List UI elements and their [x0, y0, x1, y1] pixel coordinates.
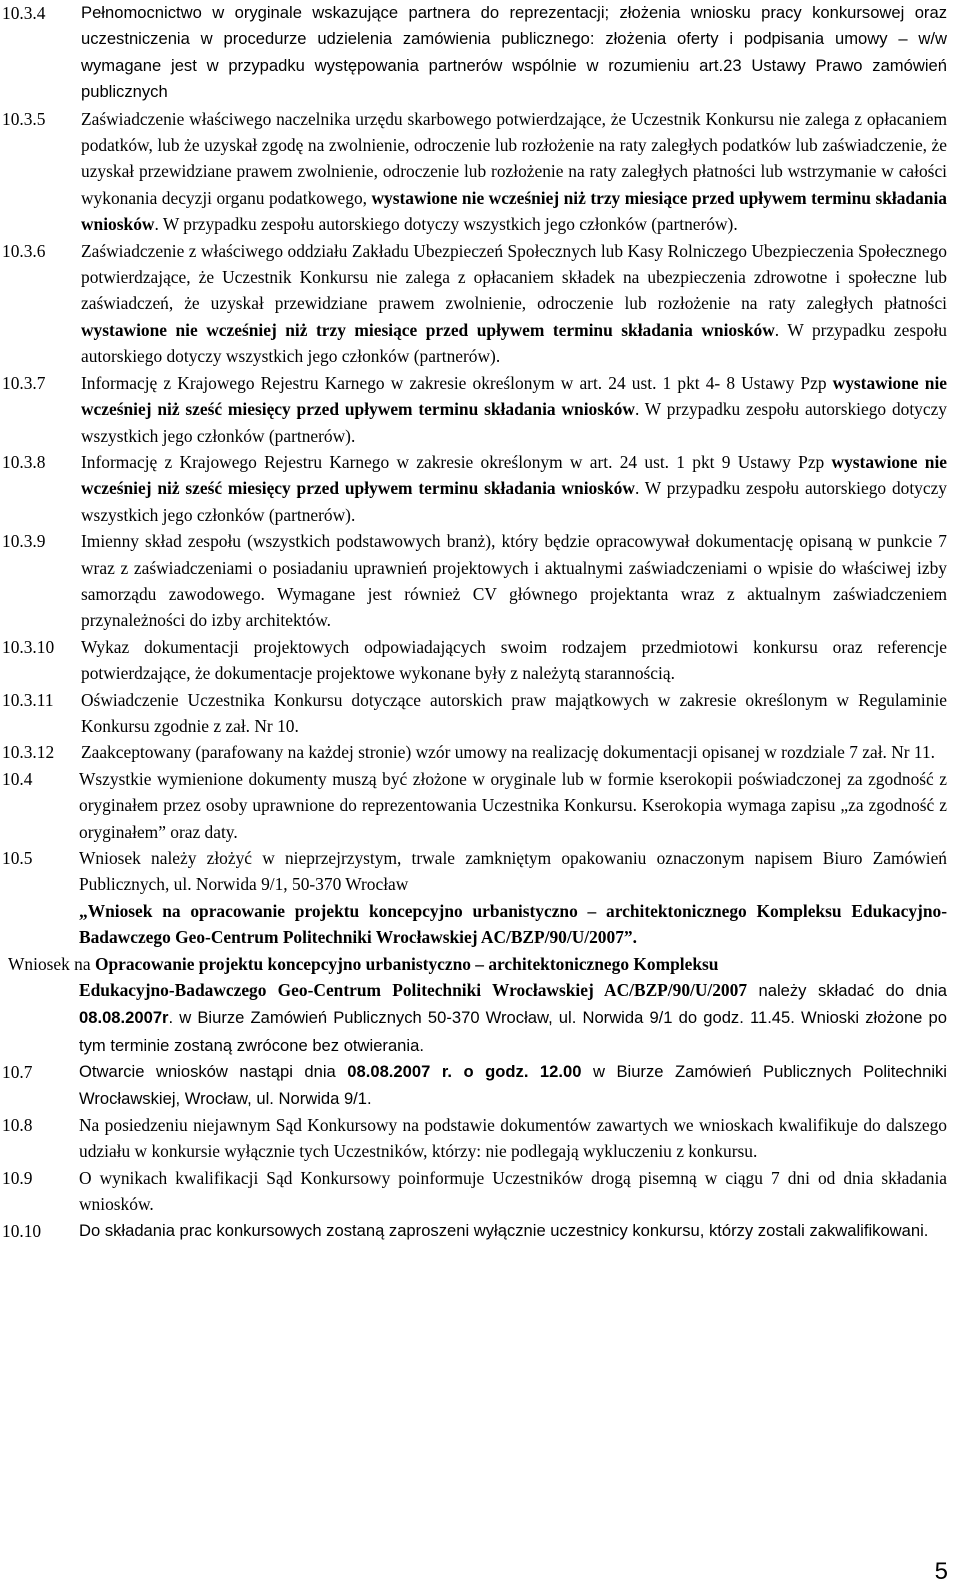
- item-10-7: [0, 1059, 960, 1112]
- item-10-9: [0, 1165, 960, 1218]
- item-number: 10.8: [2, 1115, 33, 1136]
- runin-text: . w Biurze Zamówień Publicznych 50-370 Wrocław, ul. Norwida 9/1 do godz. 11.45. Wnioski złożone po tym terminie zostaną zwrócone bez otwierania.: [79, 1008, 947, 1055]
- item-text: [81, 238, 960, 370]
- item-10-3-11: [0, 687, 960, 740]
- item-text: Wniosek należy złożyć w nieprzejrzystym, trwale zamkniętym opakowaniu oznaczonym napisem Biuro Zamówień Publicznych, ul. Norwida 9/1, 50-370 Wrocław: [79, 848, 947, 895]
- item-number: 10.5: [2, 848, 33, 868]
- item-text: Imienny skład zespołu (wszystkich podstawowych branż), który będzie opracowywał dokumentację opisaną w punkcie 7 wraz z zaświadczeniami o posiadaniu uprawnień projektowych i aktualnymi zaświadczeniami o wpisie do właściwej izby samorządu zawodowego. Wymagane jest również CV głównego projektanta wraz z aktualnym zaświadczeniem przynależności do izby architektów.: [81, 531, 947, 631]
- item-10-8: [0, 1112, 960, 1165]
- item-number: 10.4: [2, 768, 33, 789]
- runin-date: 08.08.2007r: [79, 1008, 169, 1028]
- item-10-10: [0, 1218, 960, 1244]
- item-number: 10.3.5: [2, 108, 46, 129]
- item-10-3-10: [0, 634, 960, 687]
- item-number: 10.3.10: [2, 636, 55, 657]
- item-10-6: [0, 951, 960, 1060]
- item-10-3-12: [0, 739, 960, 765]
- item-text-part: Zaświadczenie właściwego naczelnika urzędu skarbowego potwierdzające, że Uczestnik Konkursu nie zalega z opłacaniem podatków, lub że uzyskał zgodę na zwolnienie, odroczenie lub rozłożenie na raty zaległych podatków lub zaświadczenie, że uzyskał przewidziane prawem zwolnienie, odroczenie lub rozłożenie na raty zaległych płatności lub wstrzymanie w całości wykonania decyzji organu podatkowego,: [81, 108, 947, 208]
- item-text-bold: wystawione nie wcześniej niż trzy miesiące przed upływem terminu składania wniosków: [81, 187, 947, 235]
- item-text-part: w Biurze Zamówień Publicznych Politechniki Wrocławskiej, Wrocław, ul. Norwida 9/1.: [79, 1062, 947, 1108]
- item-text-bold: wystawione nie wcześniej niż sześć miesięcy przed upływem terminu składania wniosków: [81, 372, 947, 420]
- item-number: 10.3.11: [2, 689, 54, 710]
- runin-title-cont: Edukacyjno-Badawczego Geo-Centrum Politechniki Wrocławskiej AC/BZP/90/U/2007: [79, 980, 748, 1001]
- item-text-part: Otwarcie wniosków nastąpi dnia: [79, 1062, 348, 1082]
- item-text: O wynikach kwalifikacji Sąd Konkursowy poinformuje Uczestników drogą pisemną w ciągu 7 dni od dnia składania wniosków.: [79, 1167, 947, 1215]
- item-number: 10.7: [2, 1062, 33, 1083]
- item-text-bold: wystawione nie wcześniej niż sześć miesięcy przed upływem terminu składania wniosków: [81, 451, 947, 499]
- item-number: 10.10: [2, 1220, 42, 1241]
- item-text: [81, 449, 960, 528]
- item-number: 10.3.4: [2, 3, 46, 23]
- item-text-part: . W przypadku zespołu autorskiego dotyczy wszystkich jego członków (partnerów).: [81, 319, 948, 367]
- item-text: Wszystkie wymienione dokumenty muszą być złożone w oryginale lub w formie kserokopii poświadczonej za zgodność z oryginałem przez osoby uprawnione do reprezentowania Uczestnika Konkursu. Kserokopia wymaga zapisu „za zgodność z oryginałem” oraz daty.: [79, 768, 947, 842]
- runin-lead: Wniosek na: [8, 953, 95, 974]
- item-number: 10.3.6: [2, 240, 46, 261]
- item-number: 10.3.7: [2, 372, 46, 393]
- item-text: Pełnomocnictwo w oryginale wskazujące partnera do reprezentacji; złożenia wniosku pracy konkursowej oraz uczestniczenia w procedurze udzielenia zamówienia publicznego: złożenia oferty i podpisania umowy – w/w wymagane jest w przypadku występowania partnerów wspólnie w rozumieniu art.23 Ustawy Prawo zamówień publicznych: [81, 3, 947, 102]
- item-number: 10.3.12: [2, 742, 55, 763]
- runin-title: Opracowanie projektu koncepcyjno urbanistyczno – architektonicznego Kompleksu: [94, 953, 719, 974]
- item-10-3-7: [0, 370, 960, 449]
- item-text-part: Informację z Krajowego Rejestru Karnego w zakresie określonym w art. 24 ust. 1 pkt 9 Ustawy Pzp: [81, 451, 832, 472]
- item-text: [81, 370, 960, 449]
- runin-continuation: [8, 977, 947, 1059]
- item-text-part: Zaświadczenie z właściwego oddziału Zakładu Ubezpieczeń Społecznych lub Kasy Rolniczego Ubezpieczenia Społecznego potwierdzające, że Uczestnik Konkursu nie zalega z opłacaniem składek na ubezpieczenia zdrowotne i społeczne lub zaświadczeń, że uzyskał przewidziane prawem zwolnienie, odroczenie lub rozłożenie na raty zaległych płatności: [81, 240, 947, 314]
- item-text-part: Informację z Krajowego Rejestru Karnego w zakresie określonym w art. 24 ust. 1 pkt 4- 8 Ustawy Pzp: [81, 372, 833, 393]
- item-number: 10.3.8: [2, 451, 46, 472]
- item-text: Wykaz dokumentacji projektowych odpowiadających swoim rodzajem przedmiotowi konkursu oraz referencje potwierdzające, że dokumentacje projektowe wykonane były z należytą starannością.: [81, 636, 947, 684]
- item-text-part: . W przypadku zespołu autorskiego dotyczy wszystkich jego członków (partnerów).: [81, 399, 947, 446]
- item-text-bold: 08.08.2007 r. o godz. 12.00: [347, 1062, 582, 1082]
- item-text: Na posiedzeniu niejawnym Sąd Konkursowy na podstawie dokumentów zawartych we wnioskach kwalifikuje do dalszego udziału w konkursie wyłącznie tych Uczestników, którzy: nie podlegają wykluczeniu z konkursu.: [79, 1115, 947, 1162]
- runin-text: należy składać do dnia: [747, 981, 947, 1001]
- envelope-label-quote: „Wniosek na opracowanie projektu koncepcyjno urbanistyczno – architektonicznego Kompleksu Edukacyjno-Badawczego Geo-Centrum Politechniki Wrocławskiej AC/BZP/90/U/2007”.: [79, 900, 947, 948]
- item-text-part: . W przypadku zespołu autorskiego dotyczy wszystkich jego członków (partnerów).: [154, 214, 738, 235]
- item-10-3-8: [0, 449, 960, 528]
- item-number: 10.3.9: [2, 531, 46, 552]
- item-10-3-9: [0, 528, 960, 634]
- item-text: Zaakceptowany (parafowany na każdej stronie) wzór umowy na realizację dokumentacji opisanej w rozdziale 7 zał. Nr 11.: [81, 742, 936, 763]
- item-10-4: [0, 766, 960, 845]
- item-text: Do składania prac konkursowych zostaną zaproszeni wyłącznie uczestnicy konkursu, którzy zostali zakwalifikowani.: [79, 1220, 929, 1240]
- item-10-3-4: [0, 0, 960, 106]
- item-10-5: [0, 845, 960, 898]
- item-text: [79, 1059, 960, 1112]
- item-text-part: . W przypadku zespołu autorskiego dotyczy wszystkich jego członków (partnerów).: [81, 478, 947, 525]
- item-text: Oświadczenie Uczestnika Konkursu dotyczące autorskich praw majątkowych w zakresie określonym w Regulaminie Konkursu zgodnie z zał. Nr 10.: [81, 689, 947, 736]
- item-text-bold: wystawione nie wcześniej niż trzy miesiące przed upływem terminu składania wniosków: [81, 319, 775, 340]
- item-10-3-6: [0, 238, 960, 370]
- item-number: 10.9: [2, 1167, 33, 1188]
- item-10-3-5: [0, 106, 960, 238]
- item-text: [81, 106, 960, 238]
- page-number: 5: [934, 1557, 948, 1585]
